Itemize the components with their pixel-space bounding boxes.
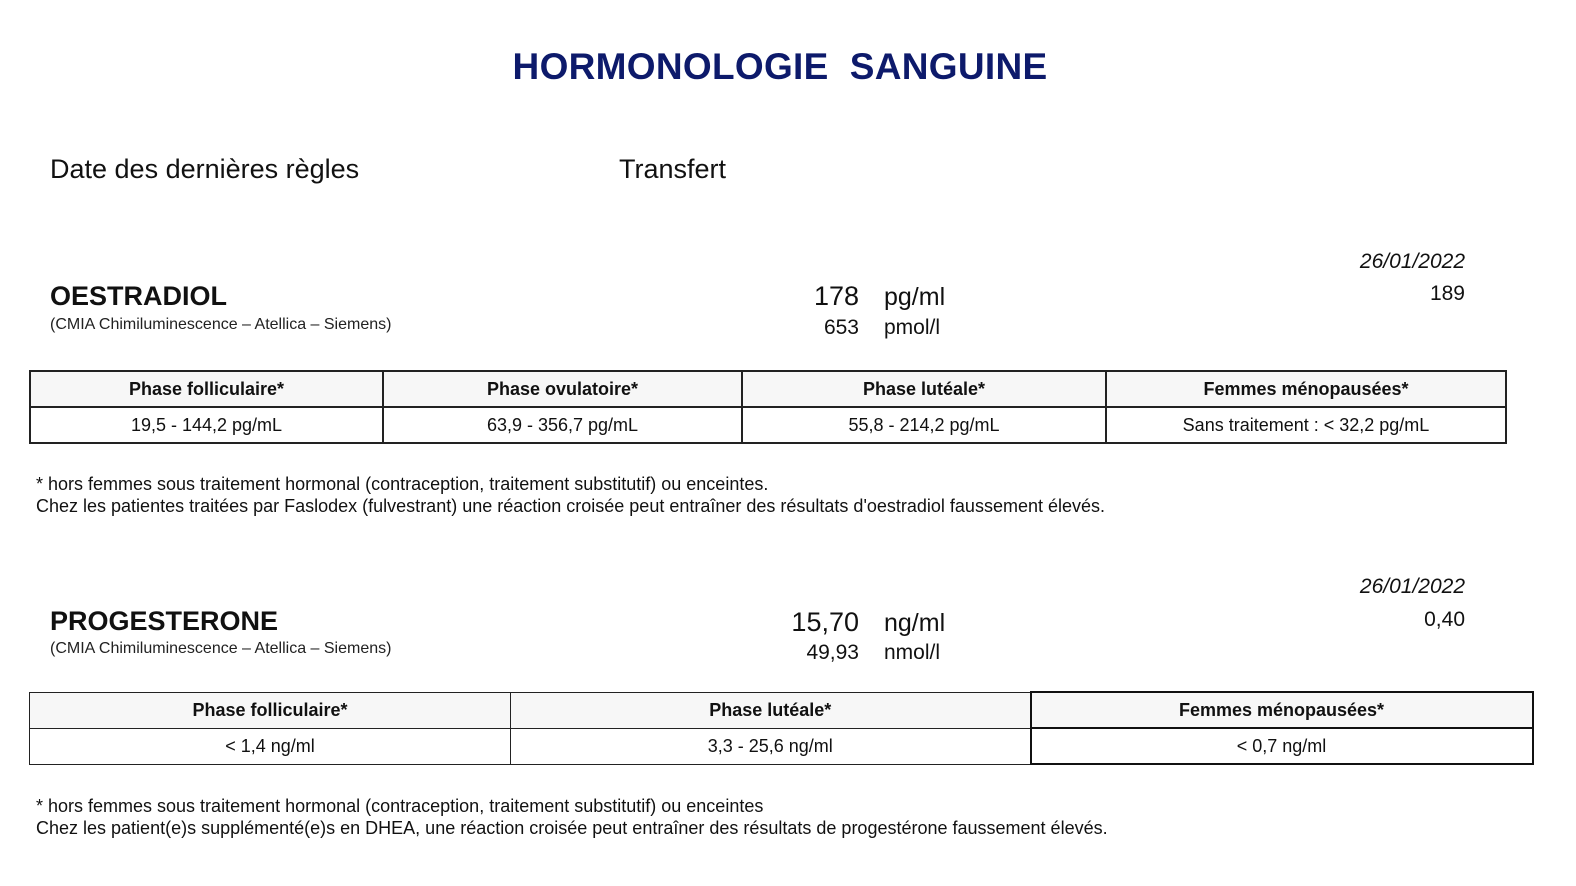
progesterone-value-main: 15,70 xyxy=(791,607,859,637)
reference-value-row xyxy=(30,407,1506,443)
progesterone-note-1: * hors femmes sous traitement hormonal (contraception, traitement substitutif) ou enceintes xyxy=(36,796,764,816)
transfer-label: Transfert xyxy=(619,154,727,184)
ref-value-cell: < 0,7 ng/ml xyxy=(1031,728,1533,764)
progesterone-method: (CMIA Chimiluminescence – Atellica – Siemens) xyxy=(50,640,392,657)
page-title: HORMONOLOGIE SANGUINE xyxy=(512,46,1048,87)
oestradiol-value-sub: 653 xyxy=(823,316,859,339)
ref-header-cell: Phase ovulatoire* xyxy=(383,371,742,407)
oestradiol-previous-date: 26/01/2022 xyxy=(1359,250,1465,273)
ref-value-cell: < 1,4 ng/ml xyxy=(30,728,511,764)
reference-header-row xyxy=(30,371,1506,407)
oestradiol-note-2: Chez les patientes traitées par Faslodex (fulvestrant) une réaction croisée peut entraîner des résultats d'oestradiol faussement élevés. xyxy=(36,496,1106,516)
progesterone-name: PROGESTERONE xyxy=(50,606,279,636)
progesterone-unit-main: ng/ml xyxy=(884,609,946,637)
ref-header-cell: Femmes ménopausées* xyxy=(1031,692,1533,728)
oestradiol-note-1: * hors femmes sous traitement hormonal (contraception, traitement substitutif) ou enceintes. xyxy=(36,474,769,494)
oestradiol-unit-sub: pmol/l xyxy=(884,316,941,339)
progesterone-unit-sub: nmol/l xyxy=(884,641,941,664)
oestradiol-name: OESTRADIOL xyxy=(50,281,228,311)
oestradiol-unit-main: pg/ml xyxy=(884,283,946,311)
ref-header-cell: Phase lutéale* xyxy=(742,371,1106,407)
ref-header-cell: Phase folliculaire* xyxy=(30,692,511,728)
progesterone-previous-value: 0,40 xyxy=(1424,608,1465,631)
progesterone-previous-date: 26/01/2022 xyxy=(1359,575,1465,598)
reference-value-row xyxy=(30,728,1533,764)
ref-value-cell: 55,8 - 214,2 pg/mL xyxy=(742,407,1106,443)
ref-header-cell: Femmes ménopausées* xyxy=(1106,371,1506,407)
progesterone-note-2: Chez les patient(e)s supplémenté(e)s en DHEA, une réaction croisée peut entraîner des résultats de progestérone faussement élevés. xyxy=(36,818,1108,838)
ref-value-cell: Sans traitement : < 32,2 pg/mL xyxy=(1106,407,1506,443)
oestradiol-reference-table xyxy=(29,370,1507,444)
oestradiol-previous-value: 189 xyxy=(1429,282,1465,305)
oestradiol-method: (CMIA Chimiluminescence – Atellica – Siemens) xyxy=(50,316,392,333)
progesterone-reference-table xyxy=(29,691,1534,765)
ref-header-cell: Phase lutéale* xyxy=(511,692,1031,728)
last-period-label: Date des dernières règles xyxy=(50,154,360,184)
progesterone-value-sub: 49,93 xyxy=(806,641,859,664)
ref-value-cell: 63,9 - 356,7 pg/mL xyxy=(383,407,742,443)
ref-header-cell: Phase folliculaire* xyxy=(30,371,383,407)
ref-value-cell: 3,3 - 25,6 ng/ml xyxy=(511,728,1031,764)
reference-header-row xyxy=(30,692,1533,728)
oestradiol-value-main: 178 xyxy=(813,281,859,311)
ref-value-cell: 19,5 - 144,2 pg/mL xyxy=(30,407,383,443)
